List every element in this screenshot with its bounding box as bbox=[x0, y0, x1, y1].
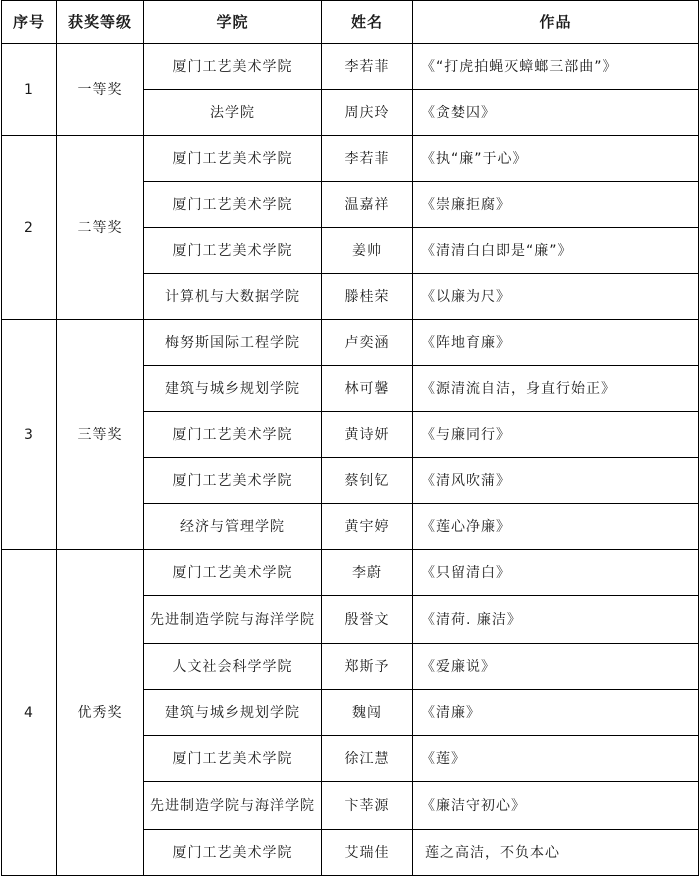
header-index: 序号 bbox=[2, 1, 57, 44]
header-college: 学院 bbox=[144, 1, 322, 44]
name-cell: 殷誉文 bbox=[322, 596, 413, 644]
group-level-cell: 二等奖 bbox=[57, 136, 144, 320]
header-level: 获奖等级 bbox=[57, 1, 144, 44]
work-cell: 《清风吹蒲》 bbox=[413, 458, 699, 504]
work-cell: 《崇廉拒腐》 bbox=[413, 182, 699, 228]
table-row bbox=[2, 550, 699, 596]
name-cell: 李蔚 bbox=[322, 550, 413, 596]
college-cell: 厦门工艺美术学院 bbox=[144, 44, 322, 90]
college-cell: 厦门工艺美术学院 bbox=[144, 736, 322, 782]
work-cell: 《以廉为尺》 bbox=[413, 274, 699, 320]
table-row bbox=[2, 136, 699, 182]
college-cell: 建筑与城乡规划学院 bbox=[144, 690, 322, 736]
college-cell: 先进制造学院与海洋学院 bbox=[144, 596, 322, 644]
work-cell: 《莲》 bbox=[413, 736, 699, 782]
work-cell: 《阵地育廉》 bbox=[413, 320, 699, 366]
header-work: 作品 bbox=[413, 1, 699, 44]
name-cell: 徐江慧 bbox=[322, 736, 413, 782]
group-index-cell: 2 bbox=[2, 136, 57, 320]
header-row bbox=[2, 1, 699, 44]
name-cell: 李若菲 bbox=[322, 44, 413, 90]
name-cell: 郑斯予 bbox=[322, 644, 413, 690]
name-cell: 黄诗妍 bbox=[322, 412, 413, 458]
college-cell: 厦门工艺美术学院 bbox=[144, 182, 322, 228]
work-cell: 《爱廉说》 bbox=[413, 644, 699, 690]
name-cell: 滕桂荣 bbox=[322, 274, 413, 320]
college-cell: 计算机与大数据学院 bbox=[144, 274, 322, 320]
award-table bbox=[1, 0, 699, 876]
group-level-cell: 一等奖 bbox=[57, 44, 144, 136]
college-cell: 法学院 bbox=[144, 90, 322, 136]
college-cell: 经济与管理学院 bbox=[144, 504, 322, 550]
college-cell: 厦门工艺美术学院 bbox=[144, 830, 322, 876]
group-index-cell: 4 bbox=[2, 550, 57, 876]
college-cell: 建筑与城乡规划学院 bbox=[144, 366, 322, 412]
name-cell: 李若菲 bbox=[322, 136, 413, 182]
work-cell: 《只留清白》 bbox=[413, 550, 699, 596]
name-cell: 姜帅 bbox=[322, 228, 413, 274]
work-cell: 《贪婪囚》 bbox=[413, 90, 699, 136]
college-cell: 厦门工艺美术学院 bbox=[144, 412, 322, 458]
name-cell: 周庆玲 bbox=[322, 90, 413, 136]
name-cell: 蔡钊钇 bbox=[322, 458, 413, 504]
group-index-cell: 3 bbox=[2, 320, 57, 550]
group-index-cell: 1 bbox=[2, 44, 57, 136]
college-cell: 厦门工艺美术学院 bbox=[144, 550, 322, 596]
name-cell: 魏闯 bbox=[322, 690, 413, 736]
work-cell: 莲之高洁，不负本心 bbox=[413, 830, 699, 876]
name-cell: 黄宇婷 bbox=[322, 504, 413, 550]
college-cell: 梅努斯国际工程学院 bbox=[144, 320, 322, 366]
work-cell: 《清荷. 廉洁》 bbox=[413, 596, 699, 644]
group-level-cell: 三等奖 bbox=[57, 320, 144, 550]
table-row bbox=[2, 44, 699, 90]
work-cell: 《执“廉”于心》 bbox=[413, 136, 699, 182]
work-cell: 《“打虎拍蝇灭蟑螂三部曲”》 bbox=[413, 44, 699, 90]
work-cell: 《清廉》 bbox=[413, 690, 699, 736]
work-cell: 《与廉同行》 bbox=[413, 412, 699, 458]
work-cell: 《源清流自洁，身直行始正》 bbox=[413, 366, 699, 412]
group-level-cell: 优秀奖 bbox=[57, 550, 144, 876]
table-row bbox=[2, 320, 699, 366]
college-cell: 先进制造学院与海洋学院 bbox=[144, 782, 322, 830]
college-cell: 人文社会科学学院 bbox=[144, 644, 322, 690]
name-cell: 温嘉祥 bbox=[322, 182, 413, 228]
name-cell: 林可馨 bbox=[322, 366, 413, 412]
work-cell: 《莲心净廉》 bbox=[413, 504, 699, 550]
college-cell: 厦门工艺美术学院 bbox=[144, 136, 322, 182]
name-cell: 卢奕涵 bbox=[322, 320, 413, 366]
college-cell: 厦门工艺美术学院 bbox=[144, 228, 322, 274]
header-name: 姓名 bbox=[322, 1, 413, 44]
work-cell: 《清清白白即是“廉”》 bbox=[413, 228, 699, 274]
name-cell: 卞莘源 bbox=[322, 782, 413, 830]
work-cell: 《廉洁守初心》 bbox=[413, 782, 699, 830]
name-cell: 艾瑞佳 bbox=[322, 830, 413, 876]
college-cell: 厦门工艺美术学院 bbox=[144, 458, 322, 504]
